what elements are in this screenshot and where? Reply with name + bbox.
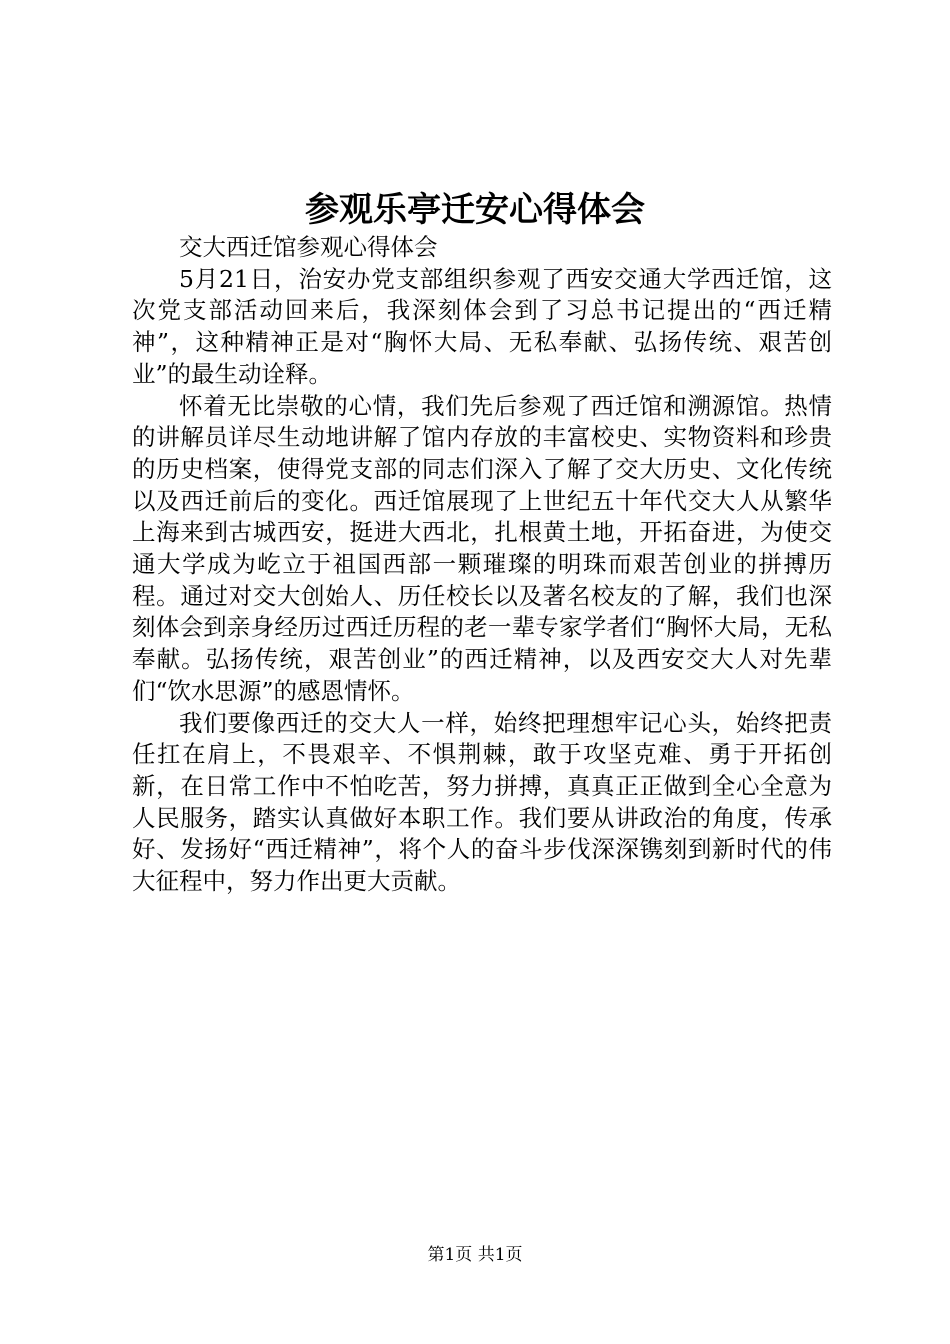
- page-number-footer: 第1页 共1页: [427, 1245, 523, 1265]
- paragraph-1: 5月21日，治安办党支部组织参观了西安交通大学西迁馆，这次党支部活动回来后，我深刻体会到了习总书记提出的“西迁精神”，这种精神正是对“胸怀大局、无私奉献、弘扬传统、艰苦创业”的最生动诠释。: [132, 264, 832, 388]
- document-body: [132, 232, 832, 898]
- paragraph-3: 我们要像西迁的交大人一样，始终把理想牢记心头，始终把责任扛在肩上，不畏艰辛、不惧荆棘，敢于攻坚克难、勇于开拓创新，在日常工作中不怕吃苦，努力拼搏，真真正正做到全心全意为人民服务，踏实认真做好本职工作。我们要从讲政治的角度，传承好、发扬好“西迁精神”，将个人的奋斗步伐深深镌刻到新时代的伟大征程中，努力作出更大贡献。: [132, 708, 832, 896]
- document-title: 参观乐亭迁安心得体会: [305, 190, 645, 230]
- paragraph-subtitle: 交大西迁馆参观心得体会: [179, 233, 438, 261]
- paragraph-2: 怀着无比崇敬的心情，我们先后参观了西迁馆和溯源馆。热情的讲解员详尽生动地讲解了馆内存放的丰富校史、实物资料和珍贵的历史档案，使得党支部的同志们深入了解了交大历史、文化传统以及西迁前后的变化。西迁馆展现了上世纪五十年代交大人从繁华上海来到古城西安，挺进大西北，扎根黄土地，开拓奋进，为使交通大学成为屹立于祖国西部一颗璀璨的明珠而艰苦创业的拼搏历程。通过对交大创始人、历任校长以及著名校友的了解，我们也深刻体会到亲身经历过西迁历程的老一辈专家学者们“胸怀大局，无私奉献。弘扬传统，艰苦创业”的西迁精神，以及西安交大人对先辈们“饮水思源”的感恩情怀。: [132, 391, 832, 705]
